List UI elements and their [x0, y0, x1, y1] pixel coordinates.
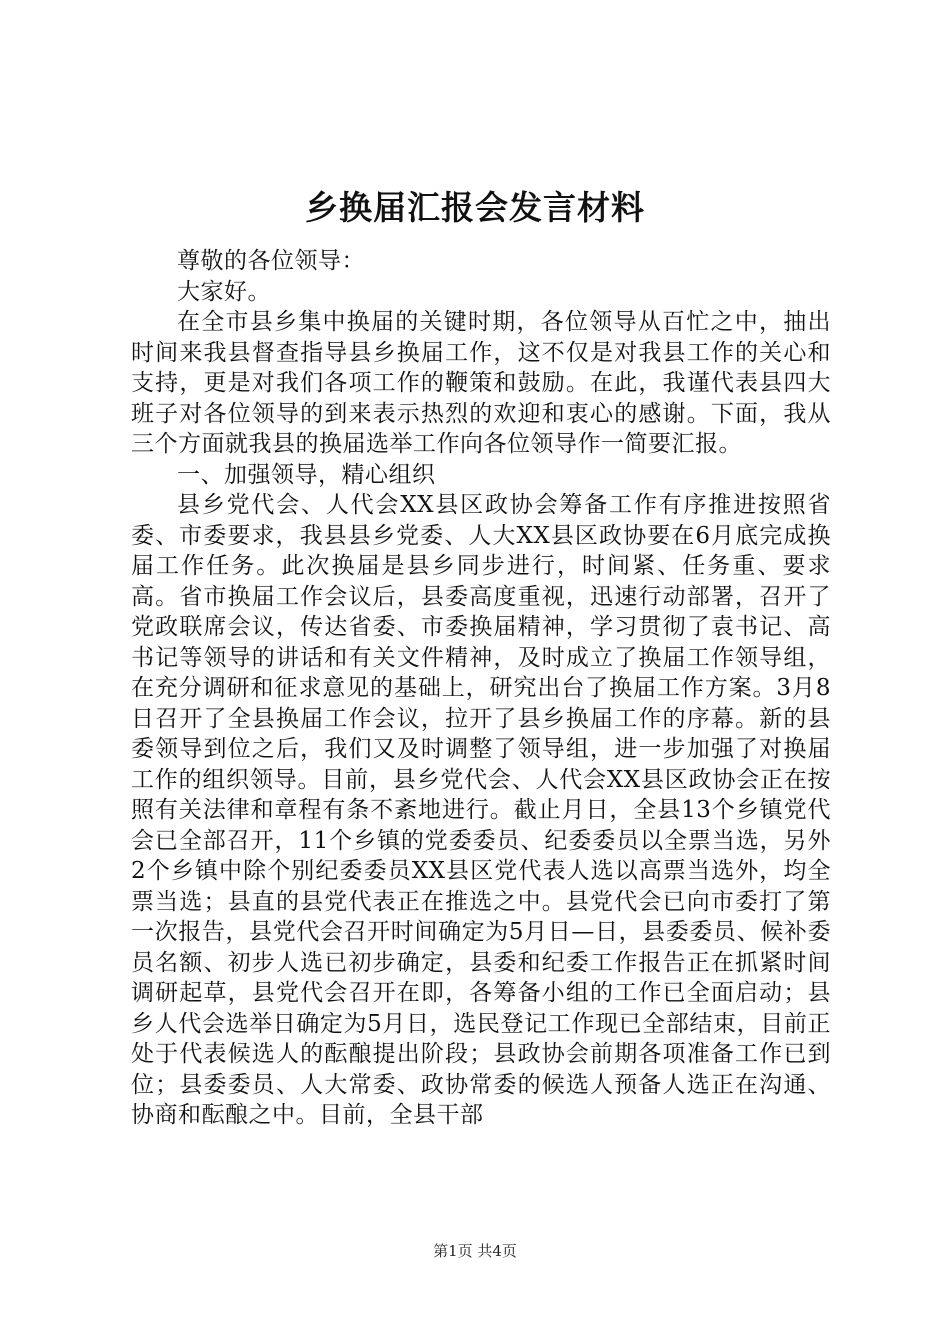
- page-footer: 第1页 共4页: [433, 1242, 517, 1260]
- greeting: 大家好。: [177, 278, 271, 305]
- document-title: 乡换届汇报会发言材料: [305, 188, 645, 227]
- salutation: 尊敬的各位领导：: [177, 248, 365, 274]
- intro-paragraph: 在全市县乡集中换届的关键时期，各位领导从百忙之中，抽出时间来我县督查指导县乡换届工作，这不仅是对我县工作的关心和支持，更是对我们各项工作的鞭策和鼓励。在此，我谨代表县四大班子对各位领导的到来表示热烈的欢迎和衷心的感谢。下面，我从三个方面就我县的换届选举工作向各位领导作一简要汇报。: [131, 309, 831, 457]
- section-heading: 一、加强领导，精心组织: [177, 461, 436, 488]
- document-body: [131, 246, 831, 1131]
- section-paragraph: 县乡党代会、人代会XX县区政协会筹备工作有序推进按照省委、市委要求，我县县乡党委、人大XX县区政协要在6月底完成换届工作任务。此次换届是县乡同步进行，时间紧、任务重、要求高。省市换届工作会议后，县委高度重视，迅速行动部署，召开了党政联席会议，传达省委、市委换届精神，学习贯彻了袁书记、高书记等领导的讲话和有关文件精神，及时成立了换届工作领导组，在充分调研和征求意见的基础上，研究出台了换届工作方案。3月8日召开了全县换届工作会议，拉开了县乡换届工作的序幕。新的县委领导到位之后，我们又及时调整了领导组，进一步加强了对换届工作的组织领导。目前，县乡党代会、人代会XX县区政协会正在按照有关法律和章程有条不紊地进行。截止月日，全县13个乡镇党代会已全部召开，11个乡镇的党委委员、纪委委员以全票当选，另外2个乡镇中除个别纪委委员XX县区党代表人选以高票当选外，均全票当选；县直的县党代表正在推选之中。县党代会已向市委打了第一次报告，县党代会召开时间确定为5月日—日，县委委员、候补委员名额、初步人选已初步确定，县委和纪委工作报告正在抓紧时间调研起草，县党代会召开在即，各筹备小组的工作已全面启动；县乡人代会选举日确定为5月日，选民登记工作现已全部结束，目前正处于代表候选人的酝酿提出阶段；县政协会前期各项准备工作已到位；县委委员、人大常委、政协常委的候选人预备人选正在沟通、协商和酝酿之中。目前，全县干部: [131, 492, 831, 1128]
